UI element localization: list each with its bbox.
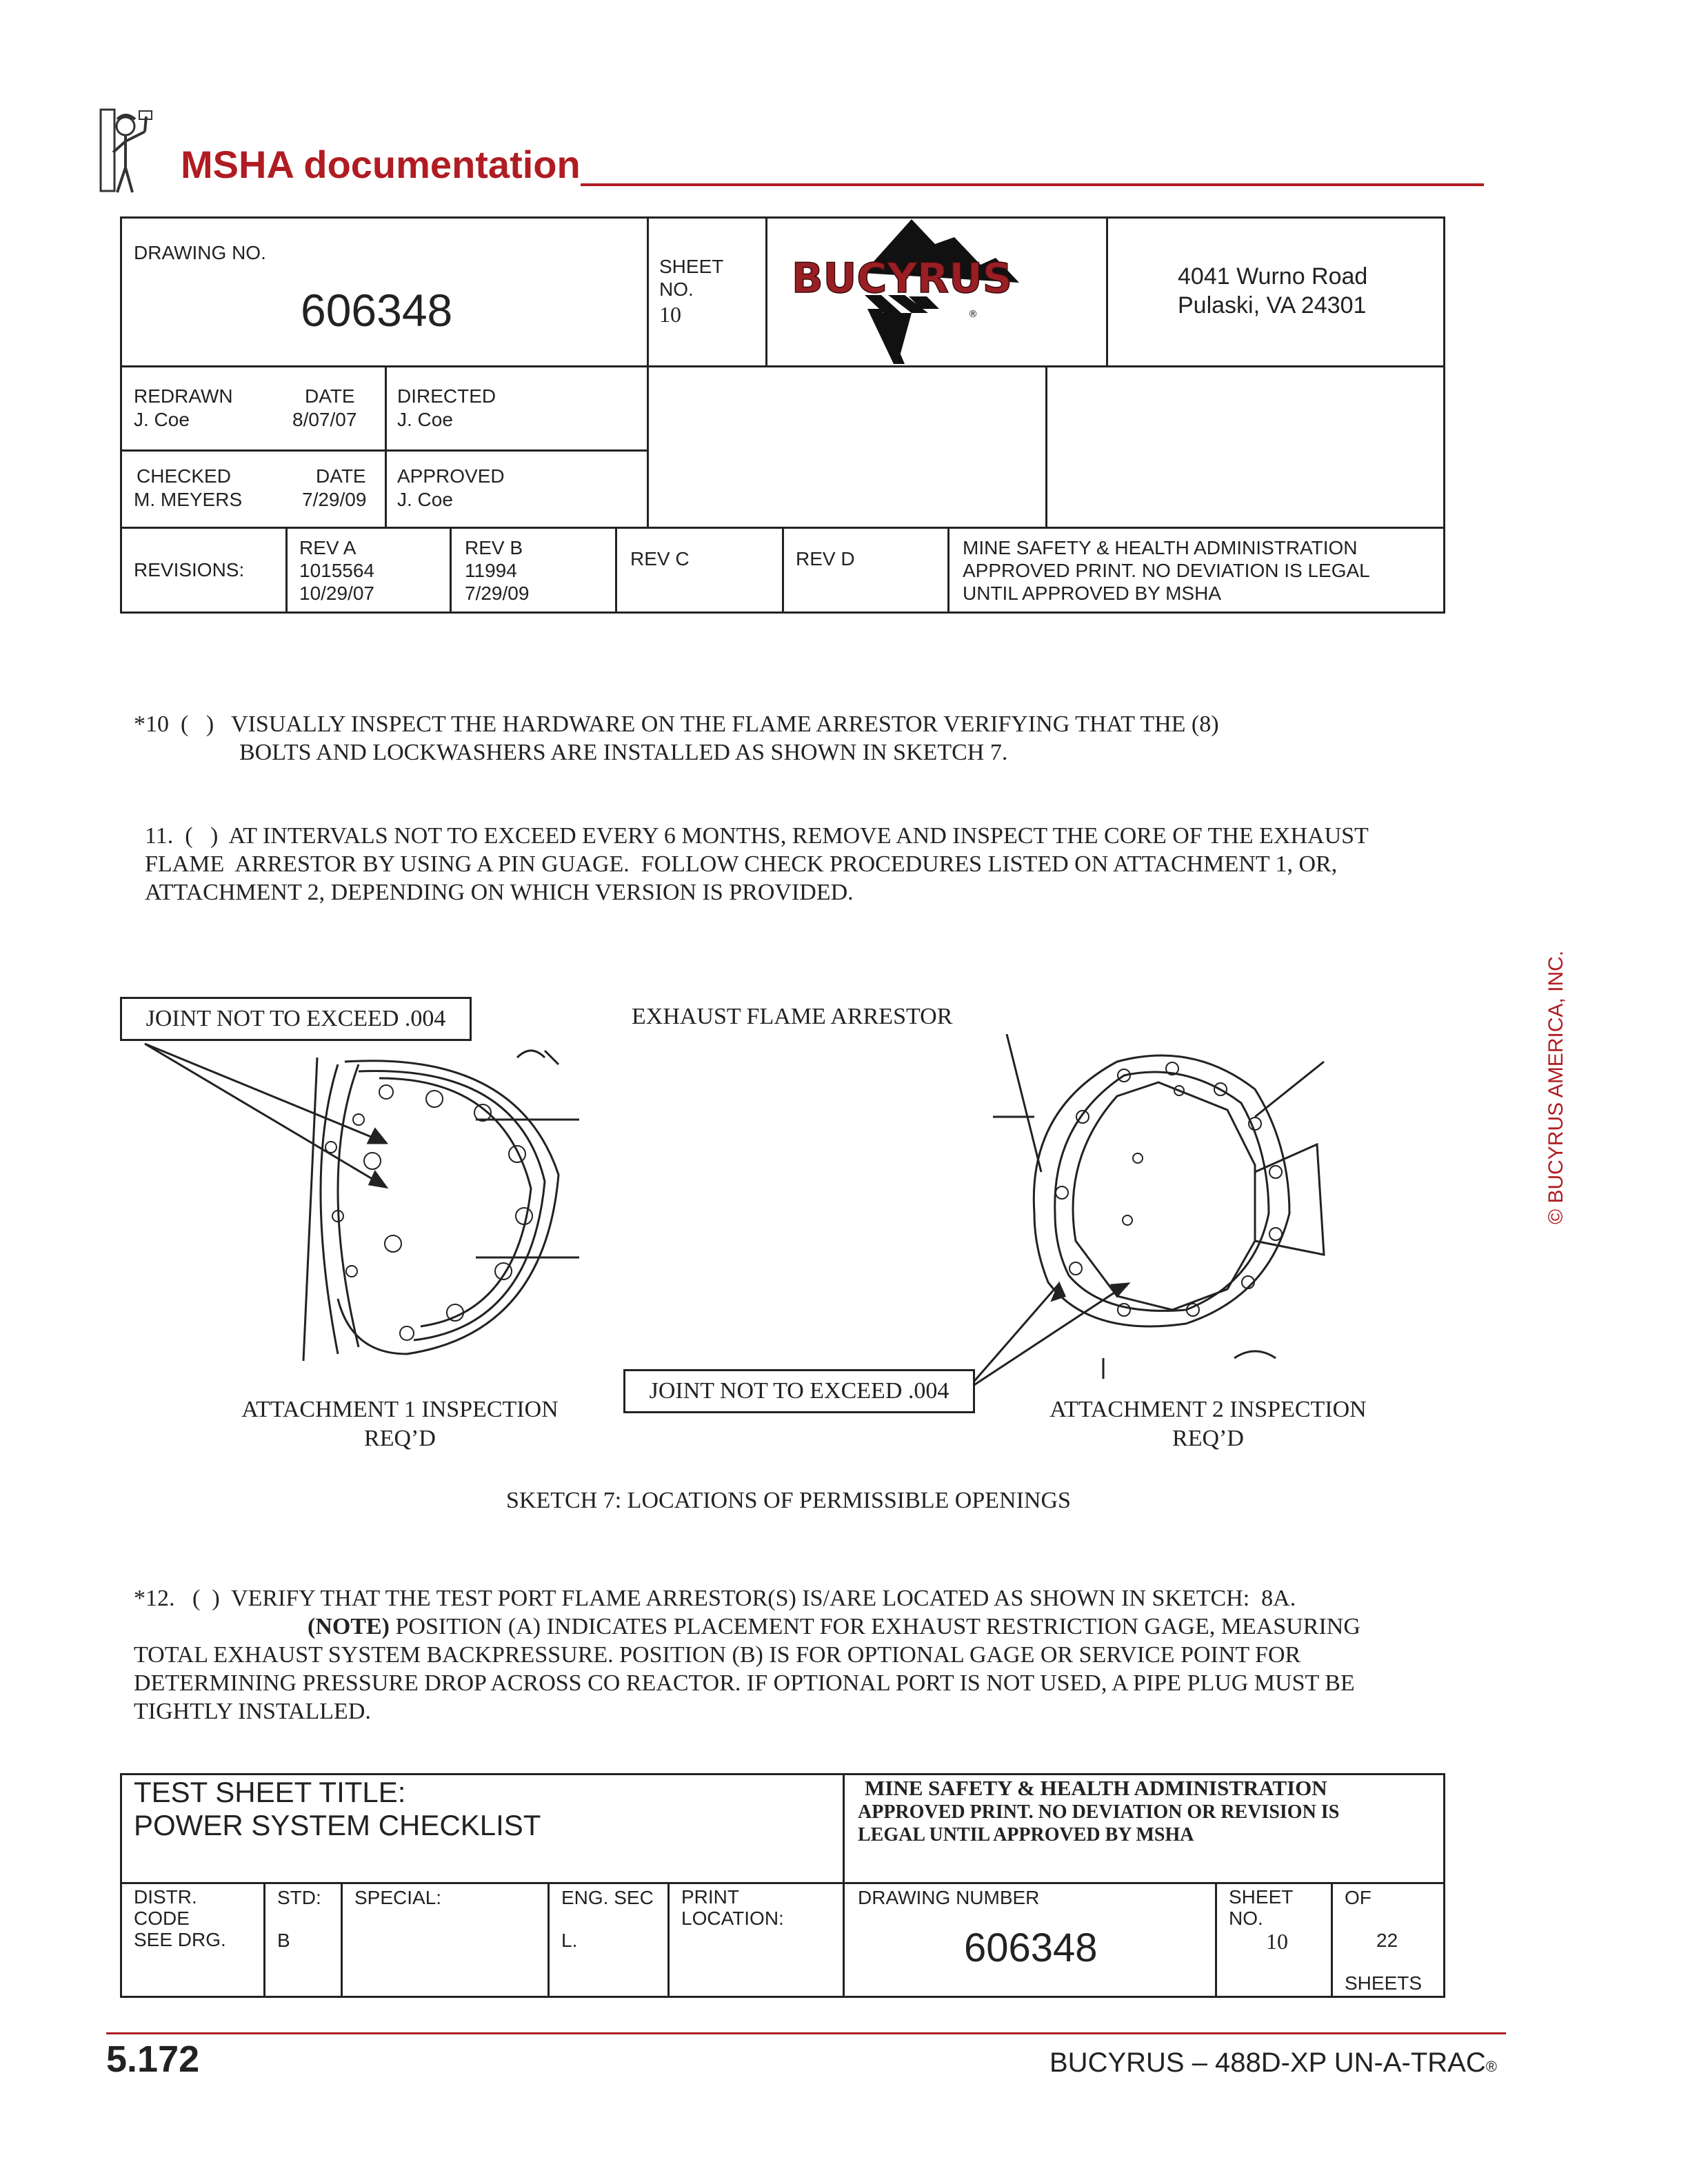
tb-line-v6 — [285, 527, 288, 614]
fb-line-v4 — [667, 1882, 670, 1998]
test-sheet-title: POWER SYSTEM CHECKLIST — [134, 1809, 541, 1841]
redrawn-by: J. Coe — [134, 409, 190, 430]
tb-line-v5 — [385, 365, 387, 527]
tb-line-v4 — [1045, 365, 1047, 527]
rev-c: REV C — [630, 548, 690, 569]
rev-d: REV D — [796, 548, 855, 569]
sketch-title: EXHAUST FLAME ARRESTOR — [632, 1004, 953, 1029]
product-name — [1049, 2048, 1497, 2079]
sheet-no-value: 10 — [659, 302, 681, 327]
attachment-1-caption: ATTACHMENT 1 INSPECTION REQ’D — [241, 1397, 559, 1451]
footer-sheet-no-label: SHEET NO. — [1229, 1886, 1294, 1929]
fb-line-v5 — [1215, 1882, 1217, 1998]
instruction-item-12-line1: *12. ( ) VERIFY THAT THE TEST PORT FLAME ARRESTOR(S) IS/ARE LOCATED AS SHOWN IN SKETCH: 8A. — [134, 1586, 1296, 1611]
tb-line-v8 — [615, 527, 617, 614]
eng-sec-label: ENG. SEC — [561, 1887, 654, 1908]
fb-line-v2 — [341, 1882, 343, 1998]
svg-text:®: ® — [968, 309, 978, 320]
joint-arrows-right — [965, 1268, 1145, 1399]
sheets-label: SHEETS — [1345, 1972, 1423, 1994]
tb-line-h2 — [120, 449, 648, 452]
footer-msha-note: APPROVED PRINT. NO DEVIATION OR REVISION IS LEGAL UNTIL APPROVED BY MSHA — [858, 1801, 1340, 1846]
std-label: STD: — [277, 1887, 321, 1908]
special-label: SPECIAL: — [354, 1887, 442, 1908]
print-location-label: PRINT LOCATION: — [681, 1886, 784, 1929]
approved-label: APPROVED — [397, 465, 505, 487]
drawing-no-label: DRAWING NO. — [134, 242, 266, 263]
redrawn-date-label: DATE — [305, 385, 355, 407]
attachment-2-caption: ATTACHMENT 2 INSPECTION REQ’D — [1049, 1397, 1367, 1451]
address-line-1: 4041 Wurno Road — [1178, 263, 1368, 290]
checked-by: M. MEYERS — [134, 489, 243, 510]
footer-sheet-no-value: 10 — [1266, 1929, 1288, 1954]
rev-b: REV B 11994 7/29/09 — [465, 537, 530, 604]
directed-by: J. Coe — [397, 409, 453, 430]
joint-label-right: JOINT NOT TO EXCEED .004 — [623, 1369, 975, 1413]
tb-line-h1 — [120, 365, 1445, 367]
header-rule — [581, 183, 1484, 186]
of-label: OF — [1345, 1887, 1372, 1908]
directed-label: DIRECTED — [397, 385, 496, 407]
std-value: B — [277, 1930, 290, 1951]
instruction-item-12-note — [308, 1612, 1360, 1641]
instruction-item-10: *10 ( ) VISUALLY INSPECT THE HARDWARE ON THE FLAME ARRESTOR VERIFYING THAT THE (8) BOLTS AND LOCKWASHERS ARE INSTALLED AS SHOWN IN SKETCH 7. — [134, 711, 1219, 765]
note-text: POSITION (A) INDICATES PLACEMENT FOR EXHAUST RESTRICTION GAGE, MEASURING — [390, 1614, 1360, 1639]
sheet-no-label: SHEET NO. — [659, 256, 724, 300]
bucyrus-logo-text: BUCYRUS — [791, 254, 1013, 303]
rev-a: REV A 1015564 10/29/07 — [299, 537, 375, 604]
drawing-number-label: DRAWING NUMBER — [858, 1887, 1040, 1908]
fb-line-v6 — [1331, 1882, 1333, 1998]
tb-line-v1 — [647, 216, 649, 527]
checked-date: 7/29/09 — [302, 489, 367, 510]
page-number: 5.172 — [106, 2039, 200, 2080]
tb-line-v9 — [782, 527, 784, 614]
drawing-no-value: 606348 — [301, 285, 453, 336]
bucyrus-logo — [774, 216, 1030, 365]
fb-line-v3 — [547, 1882, 550, 1998]
sketch-caption: SKETCH 7: LOCATIONS OF PERMISSIBLE OPENINGS — [506, 1488, 1071, 1513]
redrawn-date: 8/07/07 — [292, 409, 357, 430]
flame-arrestor-drawing-left — [131, 1037, 579, 1375]
fb-line-v1 — [263, 1882, 265, 1998]
copyright-side-text: © BUCYRUS AMERICA, INC. — [1545, 950, 1567, 1224]
fb-line-v-main — [843, 1773, 845, 1998]
page-header-title: MSHA documentation — [181, 143, 581, 186]
of-value: 22 — [1376, 1930, 1398, 1951]
registered-mark: ® — [1485, 2058, 1497, 2075]
worker-clipboard-icon — [97, 107, 163, 196]
redrawn-label: REDRAWN — [134, 385, 233, 407]
address-line-2: Pulaski, VA 24301 — [1178, 292, 1367, 318]
note-label: (NOTE) — [308, 1614, 390, 1639]
footer-rule — [106, 2032, 1506, 2034]
eng-sec-value: L. — [561, 1930, 578, 1951]
instruction-item-11: 11. ( ) AT INTERVALS NOT TO EXCEED EVERY 6 MONTHS, REMOVE AND INSPECT THE CORE OF THE EXHAUST FLAME ARRESTOR BY USING A PIN GUAGE. FOLLOW CHECK PROCEDURES LISTED ON ATTACHMENT 1, OR, ATTACHMENT 2, DEPENDING ON WHICH VERSION IS PROVIDED. — [145, 823, 1369, 905]
approved-by: J. Coe — [397, 489, 453, 510]
tb-line-v2 — [765, 216, 767, 365]
msha-approval-note: MINE SAFETY & HEALTH ADMINISTRATION APPROVED PRINT. NO DEVIATION IS LEGAL UNTIL APPROVED BY MSHA — [963, 537, 1370, 604]
checked-date-label: DATE — [316, 465, 366, 487]
revisions-label: REVISIONS: — [134, 559, 245, 580]
joint-label-left: JOINT NOT TO EXCEED .004 — [120, 997, 472, 1041]
product-name-text: BUCYRUS – 488D-XP UN-A-TRAC — [1049, 2048, 1486, 2078]
instruction-item-12-rest: TOTAL EXHAUST SYSTEM BACKPRESSURE. POSITION (B) IS FOR OPTIONAL GAGE OR SERVICE POINT FOR DETERMINING PRESSURE DROP ACROSS CO REACTOR. IF OPTIONAL PORT IS NOT USED, A PIPE PLUG MUST BE TIGHTLY INSTALLED. — [134, 1642, 1355, 1724]
tb-line-v10 — [947, 527, 950, 614]
checked-label: CHECKED — [137, 465, 231, 487]
fb-line-h1 — [120, 1882, 1445, 1884]
tb-line-v3 — [1106, 216, 1108, 365]
test-sheet-title-label: TEST SHEET TITLE: — [134, 1776, 406, 1808]
footer-msha-heading: MINE SAFETY & HEALTH ADMINISTRATION — [865, 1776, 1327, 1800]
tb-line-v7 — [450, 527, 452, 614]
drawing-number-value: 606348 — [964, 1925, 1098, 1970]
distr-code-label: DISTR. CODE SEE DRG. — [134, 1886, 226, 1950]
